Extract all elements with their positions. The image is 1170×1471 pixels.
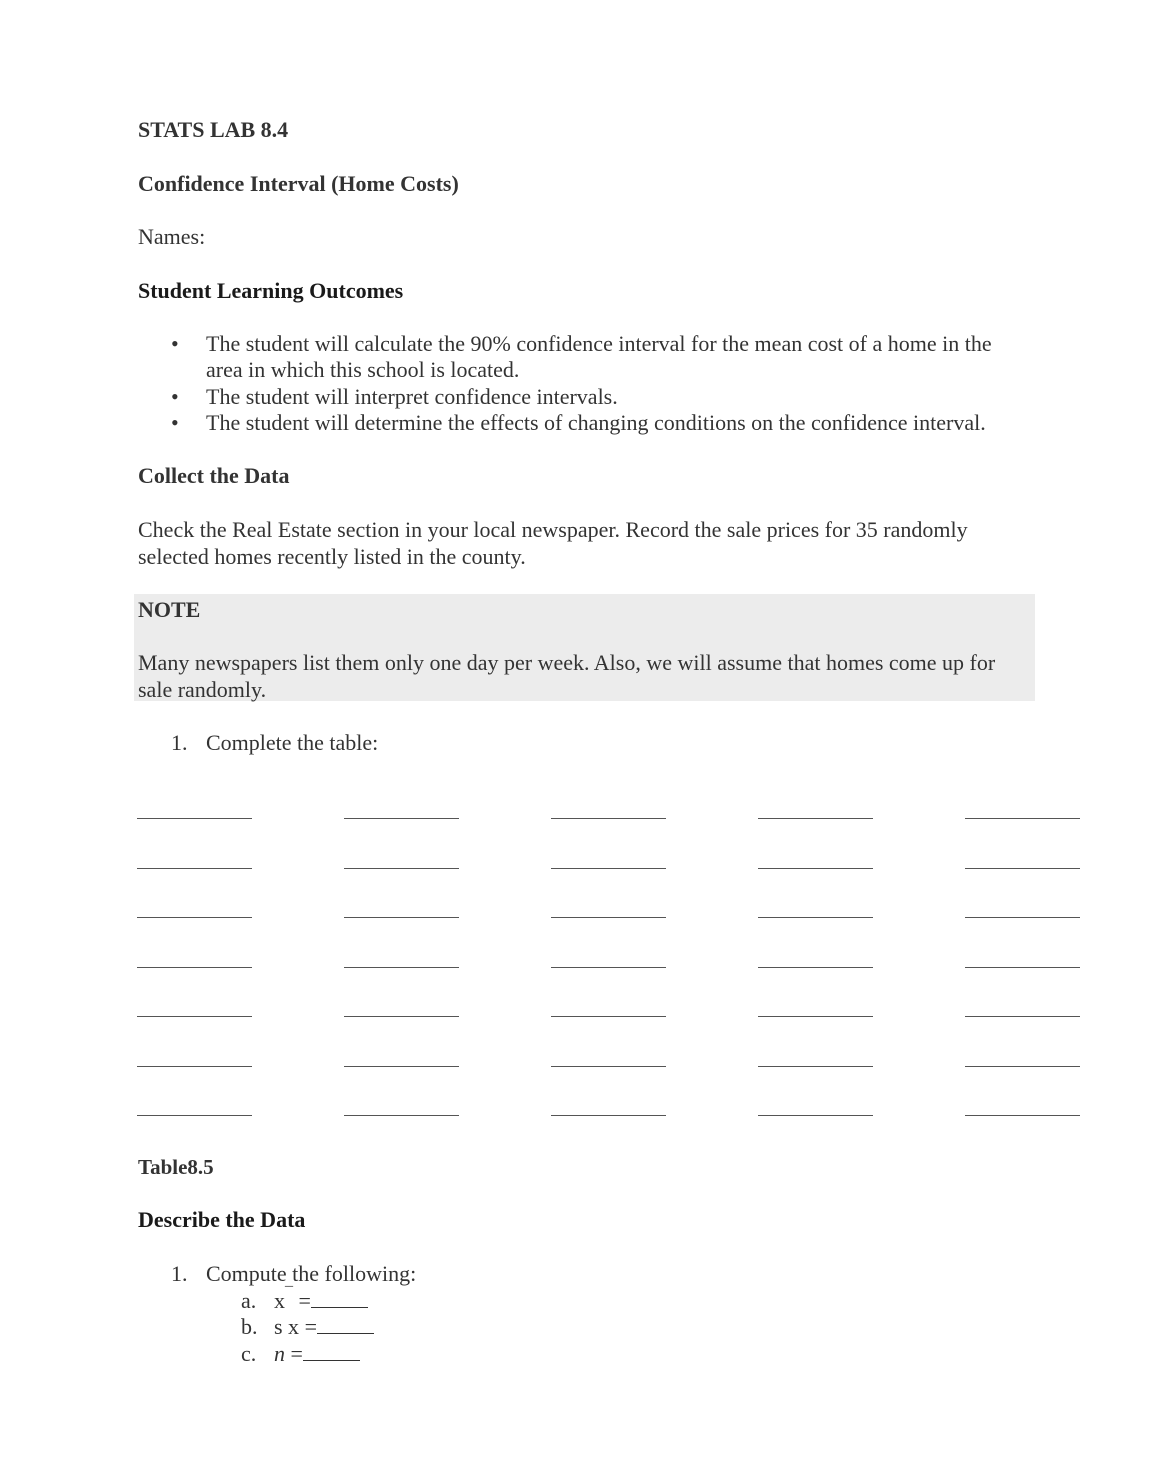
table-blank-cell[interactable] [344,818,459,819]
describe-step-number: 1. [171,1261,188,1286]
collect-paragraph: Check the Real Estate section in your local newspaper. Record the sale prices for 35 randomly selected homes recently listed in the county. [138,517,968,569]
note-text: Many newspapers list them only one day per week. Also, we will assume that homes come up for sale randomly. [138,650,996,702]
table-blank-cell[interactable] [344,1016,459,1017]
table-blank-cell[interactable] [965,818,1080,819]
bullet-icon: • [171,331,179,356]
table-blank-cell[interactable] [551,967,666,968]
table-blank-cell[interactable] [551,818,666,819]
step-text: Complete the table: [206,730,379,755]
table-blank-cell[interactable] [344,967,459,968]
slo-item-1-line2: area in which this school is located. [206,357,520,382]
item-c-letter: c. [241,1341,257,1366]
table-blank-cell[interactable] [758,868,873,869]
item-b-expr [274,1314,374,1340]
item-b-letter: b. [241,1314,258,1339]
table-blank-cell[interactable] [137,1115,252,1116]
table-blank-cell[interactable] [137,1016,252,1017]
slo-item-1 [206,331,992,383]
describe-step-text: Compute the following: [206,1261,417,1286]
table-blank-cell[interactable] [137,917,252,918]
table-blank-cell[interactable] [965,1066,1080,1067]
table-blank-cell[interactable] [965,1016,1080,1017]
table-blank-cell[interactable] [344,917,459,918]
slo-item-3: The student will determine the effects of changing conditions on the confidence interval. [206,410,986,435]
equals: = [293,1288,311,1313]
n-symbol: n [274,1341,285,1366]
table-blank-cell[interactable] [551,1066,666,1067]
table-blank-cell[interactable] [137,818,252,819]
collect-heading: Collect the Data [138,463,290,488]
step-number: 1. [171,730,188,755]
item-a-expr [274,1285,368,1314]
table-blank-cell[interactable] [344,1066,459,1067]
table-blank-cell[interactable] [344,868,459,869]
lab-subtitle: Confidence Interval (Home Costs) [138,171,459,196]
table-blank-cell[interactable] [137,868,252,869]
note-title: NOTE [138,597,201,622]
bullet-icon: • [171,410,179,435]
table-blank-cell[interactable] [965,868,1080,869]
table-blank-cell[interactable] [965,1115,1080,1116]
overline-symbol: ¯ [285,1285,293,1302]
table-blank-cell[interactable] [344,1115,459,1116]
table-blank-cell[interactable] [551,1115,666,1116]
table-blank-cell[interactable] [965,967,1080,968]
table-blank-cell[interactable] [758,967,873,968]
sx-symbol: s x [274,1314,300,1339]
table-blank-cell[interactable] [137,1066,252,1067]
table-blank-cell[interactable] [758,1066,873,1067]
names-label: Names: [138,224,206,249]
equals: = [299,1314,317,1339]
table-blank-cell[interactable] [758,917,873,918]
slo-item-2: The student will interpret confidence intervals. [206,384,618,409]
item-a-letter: a. [241,1288,257,1313]
x-bar-symbol: x [274,1288,285,1313]
bullet-icon: • [171,384,179,409]
table-blank-cell[interactable] [758,1016,873,1017]
equals: = [285,1341,303,1366]
table-blank-cell[interactable] [758,1115,873,1116]
answer-blank-c[interactable] [303,1342,360,1361]
table-blank-cell[interactable] [551,868,666,869]
item-c-expr [274,1341,360,1367]
lab-title: STATS LAB 8.4 [138,117,289,142]
describe-heading: Describe the Data [138,1207,306,1232]
table-blank-cell[interactable] [551,1016,666,1017]
slo-heading: Student Learning Outcomes [138,278,404,303]
table-blank-cell[interactable] [758,818,873,819]
slo-item-1-line1: The student will calculate the 90% confidence interval for the mean cost of a home in the [206,331,992,356]
answer-blank-b[interactable] [317,1315,374,1334]
table-blank-cell[interactable] [137,967,252,968]
table-blank-cell[interactable] [965,917,1080,918]
answer-blank-a[interactable] [311,1289,368,1308]
table-caption: Table8.5 [138,1155,214,1179]
table-blank-cell[interactable] [551,917,666,918]
